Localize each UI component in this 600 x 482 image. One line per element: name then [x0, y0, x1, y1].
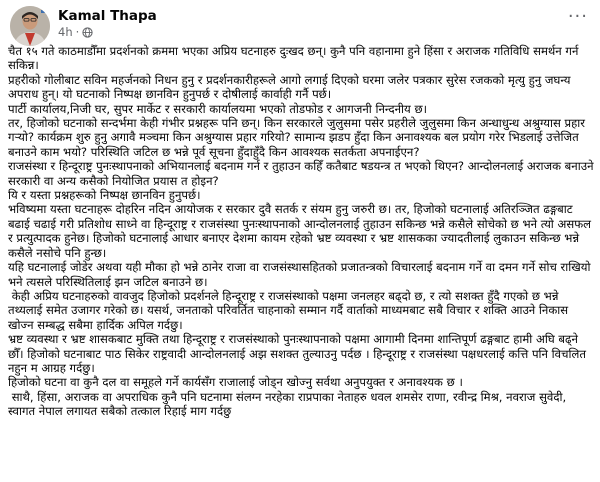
author-name[interactable]: Kamal Thapa [58, 8, 157, 24]
post-meta [58, 7, 157, 40]
globe-icon [82, 27, 93, 38]
post-paragraph: हिजोको घटना वा कुनै दल वा समूहले गर्ने कार्यसँग राजालाई जोड्न खोज्नु सर्वथा अनुपयुक्त र अनावश्यक छ । [8, 375, 463, 390]
meta-separator: · [75, 25, 80, 39]
post-paragraph: तर, हिजोको घटनाको सन्दर्भमा केही गंभीर प्रश्नहरू पनि छन्। किन सरकारले जुलुसमा पसेर प्रहरीले जुलुसमा किन अन्धाधुन्ध अश्रुग्यास प्रहार गऱ्यो? कार्यक्रम शुरु हुनु अगावै मञ्चमा किन अश्रुग्यास प्रहार गरियो? सामान्य झडप हुँदा किन अनावश्यक बल प्रयोग गरेर भिडलाई उत्तेजित बनाउने काम भयो? परिस्थिति जटिल छ भन्ने पूर्व सूचना हुँदाहुँदै किन आवश्यक सतर्कता अपनाईएन? [8, 116, 589, 159]
post-header [10, 6, 157, 46]
post-timestamp[interactable]: 4h [58, 25, 73, 39]
post-time-row [58, 25, 157, 40]
post-paragraph: भविष्यमा यस्ता घटनाहरू दोहरिन नदिन आयोजक र सरकार दुवै सतर्क र संयम हुनु जरुरी छ। तर, हिजोको घटनालाई अतिरञ्जित ढङ्गबाट बढाई चढाई गरी प्रतिशोध साध्ने वा हिन्दूराष्ट्र र राजसंस्था पुनःस्थापनाको आन्दोलनलाई तुहाउन सकिन्छ भन्ने कसैले सोचेको छ भने त्यो असफल र प्रत्युत्पादक हुनेछ। हिजोको घटनालाई आधार बनाएर देशमा कायम रहेको भ्रष्ट व्यवस्था र भ्रष्ट शासकका ज्यादतीलाई लुकाउन सकिन्छ भन्ने कसैले नसोचे पनि हुन्छ। [8, 202, 595, 260]
post-paragraph: राजसंस्था र हिन्दूराष्ट्र पुनःस्थापनाको अभियानलाई बदनाम गर्न र तुहाउन कहिँ कतैबाट षडयन्त्र त भएको थिएन? आन्दोलनलाई अराजक बनाउने सरकारी वा अन्य कसैको नियोजित प्रयास त होइन? [8, 159, 598, 188]
post-paragraph: पार्टी कार्यालय,निजी घर, सुपर मार्केट र सरकारी कार्यालयमा भएको तोडफोड र आगजनी निन्दनीय छ। [8, 101, 427, 116]
post-paragraph: साथै, हिंसा, अराजक वा अपराधिक कुनै पनि घटनामा संलग्न नरहेका राप्रपाका नेताहरु धवल शमसेर राणा, रवीन्द्र मिश्र, नवराज सुवेदी, स्वागत नेपाल लगायत सबैको तत्काल रिहाई माग गर्दछु [8, 389, 570, 419]
post-paragraph: भ्रष्ट व्यवस्था र भ्रष्ट शासकबाट मुक्ति तथा हिन्दूराष्ट्र र राजसंस्थाको पुनःस्थापनाको पक्षमा आगामी दिनमा शान्तिपूर्ण ढङ्गबाट हामी अघि बढ्ने छौँ। हिजोको घटनाबाट पाठ सिकेर राष्ट्रवादी आन्दोलनलाई अझ सशक्त तुल्याउनु पर्दछ । हिन्दूराष्ट्र र राजसंस्था पक्षधरलाई कत्ति पनि विचलित नहुन म आग्रह गर्दछु। [8, 332, 590, 375]
post-paragraph: यहि घटनालाई जोडेर अथवा यही मौका हो भन्ने ठानेर राजा वा राजसंस्थासहितको प्रजातन्त्रको विचारलाई बदनाम गर्ने वा दमन गर्ने सोच राखियो भने त्यसले परिस्थितिलाई झन जटिल बनाउने छ। [8, 260, 595, 289]
more-options-icon[interactable]: ··· [567, 6, 588, 27]
post-paragraph: चैत १५ गते काठमाडौँमा प्रदर्शनको क्रममा भएका अप्रिय घटनाहरु दुःखद छन्। कुनै पनि वहानामा हुने हिंसा र अराजक गतिविधि समर्थन गर्न सकिन्न। [8, 44, 583, 73]
avatar-portrait-icon [10, 6, 50, 46]
post-paragraph: प्रहरीको गोलीबाट सविन महर्जनको निधन हुनु र प्रदर्शनकारीहरूले आगो लगाई दिएको घरमा जलेर पत्रकार सुरेस रजकको मृत्यु हुनु जघन्य अपराध हुन्। यो घटनाको निष्पक्ष छानविन हुनुपर्छ र दोषीलाई कार्वाही गर्नै पर्छ। [8, 72, 575, 102]
post-paragraph: यि र यस्ता प्रश्नहरूको निष्पक्ष छानविन हुनुपर्छ। [8, 188, 201, 203]
post-body [8, 44, 598, 419]
post-paragraph: केही अप्रिय घटनाहरुको वावजुद हिजोको प्रदर्शनले हिन्दूराष्ट्र र राजसंस्थाको पक्षमा जनलहर बढ्दो छ, र त्यो सशक्त हुँदै गएको छ भन्ने तथ्यलाई समेत उजागर गरेको छ। यसर्थ, जनताको परिवर्तित चाहनाको सम्मान गर्दै वार्ताको माध्यमबाट सबै विचार र शक्ति आउने निकास खोज्न सम्बद्ध सबैमा हार्दिक अपिल गर्दछु। [8, 288, 572, 332]
author-avatar[interactable] [10, 6, 50, 46]
